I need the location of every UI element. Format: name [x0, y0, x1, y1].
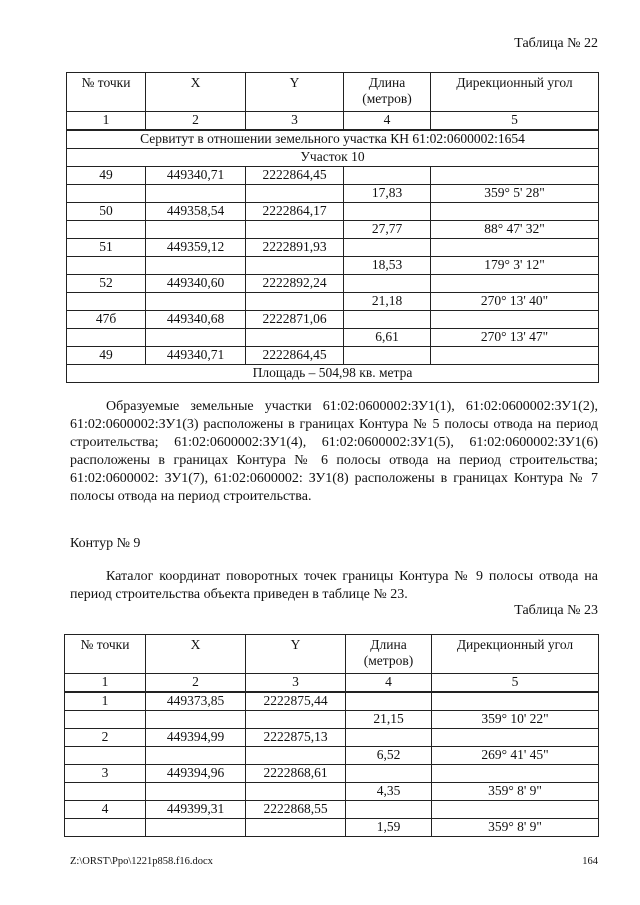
- column-index: 3: [246, 674, 346, 693]
- bearing-value: [431, 167, 599, 185]
- column-index: 2: [146, 112, 246, 131]
- table-row: [65, 783, 599, 801]
- table-row: [65, 747, 599, 765]
- length-value: [344, 167, 431, 185]
- servitude-label: Сервитут в отношении земельного участка КН 61:02:0600002:1654: [67, 130, 599, 149]
- area-value: Площадь – 504,98 кв. метра: [67, 365, 599, 383]
- table-row: [67, 293, 599, 311]
- x-coordinate: 449373,85: [146, 692, 246, 711]
- y-coordinate: [246, 783, 346, 801]
- table-row: [65, 729, 599, 747]
- table-row: [67, 185, 599, 203]
- y-coordinate: 2222864,45: [246, 347, 344, 365]
- paragraph-catalog: [70, 568, 598, 604]
- table-row: [67, 203, 599, 221]
- point-number: [65, 747, 146, 765]
- bearing-value: [431, 311, 599, 329]
- x-coordinate: 449394,99: [146, 729, 246, 747]
- section-label: Участок 10: [67, 149, 599, 167]
- y-coordinate: [246, 747, 346, 765]
- x-coordinate: [146, 747, 246, 765]
- length-value: 6,52: [346, 747, 432, 765]
- y-coordinate: 2222875,13: [246, 729, 346, 747]
- y-coordinate: 2222864,45: [246, 167, 344, 185]
- length-value: [344, 203, 431, 221]
- bearing-value: 359° 8' 9": [432, 819, 599, 837]
- paragraph-land-plots: [70, 398, 598, 506]
- point-number: 51: [67, 239, 146, 257]
- x-coordinate: [146, 329, 246, 347]
- point-number: 3: [65, 765, 146, 783]
- point-number: [67, 221, 146, 239]
- y-coordinate: [246, 293, 344, 311]
- length-value: [346, 765, 432, 783]
- length-value: [344, 275, 431, 293]
- coordinates-table-22: [66, 72, 599, 383]
- column-index: 5: [432, 674, 599, 693]
- column-index: 4: [346, 674, 432, 693]
- column-header: Y: [246, 635, 346, 674]
- table-row: [67, 167, 599, 185]
- coordinates-table-23: [64, 634, 599, 837]
- length-value: 1,59: [346, 819, 432, 837]
- length-value: [344, 239, 431, 257]
- y-coordinate: 2222891,93: [246, 239, 344, 257]
- bearing-value: [431, 239, 599, 257]
- table-row: [67, 311, 599, 329]
- column-header: Дирекционный угол: [432, 635, 599, 674]
- length-value: 4,35: [346, 783, 432, 801]
- y-coordinate: [246, 711, 346, 729]
- paragraph-catalog-text: Каталог координат поворотных точек границы Контура № 9 полосы отвода на период строительства объекта приведен в таблице № 23.: [70, 569, 598, 602]
- column-header: X: [146, 73, 246, 112]
- x-coordinate: 449340,71: [146, 167, 246, 185]
- contour-heading: Контур № 9: [70, 536, 141, 551]
- table-row: [67, 329, 599, 347]
- point-number: 49: [67, 347, 146, 365]
- bearing-value: 359° 5' 28": [431, 185, 599, 203]
- servitude-row: [67, 130, 599, 149]
- y-coordinate: [246, 185, 344, 203]
- bearing-value: [432, 765, 599, 783]
- bearing-value: 88° 47' 32": [431, 221, 599, 239]
- point-number: 4: [65, 801, 146, 819]
- length-value: 21,15: [346, 711, 432, 729]
- point-number: [65, 783, 146, 801]
- bearing-value: [432, 801, 599, 819]
- point-number: [67, 185, 146, 203]
- section-row: [67, 149, 599, 167]
- length-value: 18,53: [344, 257, 431, 275]
- x-coordinate: 449340,60: [146, 275, 246, 293]
- table-row: [67, 221, 599, 239]
- y-coordinate: 2222868,55: [246, 801, 346, 819]
- column-index: 5: [431, 112, 599, 131]
- bearing-value: 359° 8' 9": [432, 783, 599, 801]
- table-row: [67, 347, 599, 365]
- length-value: 6,61: [344, 329, 431, 347]
- x-coordinate: [146, 293, 246, 311]
- length-value: [346, 692, 432, 711]
- x-coordinate: 449359,12: [146, 239, 246, 257]
- table-row: [67, 239, 599, 257]
- y-coordinate: [246, 819, 346, 837]
- bearing-value: [431, 203, 599, 221]
- length-value: [344, 311, 431, 329]
- column-header: Y: [246, 73, 344, 112]
- point-number: 47б: [67, 311, 146, 329]
- column-header: № точки: [65, 635, 146, 674]
- x-coordinate: [146, 185, 246, 203]
- column-index: 3: [246, 112, 344, 131]
- table-row: [65, 711, 599, 729]
- bearing-value: 269° 41' 45": [432, 747, 599, 765]
- length-value: 21,18: [344, 293, 431, 311]
- x-coordinate: [146, 257, 246, 275]
- index-row: [67, 112, 599, 131]
- bearing-value: [432, 729, 599, 747]
- y-coordinate: 2222871,06: [246, 311, 344, 329]
- column-header: Длина (метров): [344, 73, 431, 112]
- y-coordinate: [246, 257, 344, 275]
- header-row: [67, 73, 599, 112]
- point-number: [65, 819, 146, 837]
- x-coordinate: [146, 819, 246, 837]
- x-coordinate: [146, 221, 246, 239]
- table-22-caption: Таблица № 22: [514, 36, 598, 51]
- bearing-value: [431, 275, 599, 293]
- point-number: [67, 329, 146, 347]
- table-row: [65, 692, 599, 711]
- x-coordinate: 449340,71: [146, 347, 246, 365]
- table-row: [67, 275, 599, 293]
- bearing-value: 359° 10' 22": [432, 711, 599, 729]
- column-header: Длина (метров): [346, 635, 432, 674]
- y-coordinate: 2222875,44: [246, 692, 346, 711]
- footer-file-path: Z:\ORST\Ppo\1221p858.f16.docx: [70, 856, 213, 867]
- column-header: X: [146, 635, 246, 674]
- table-row: [65, 819, 599, 837]
- point-number: 1: [65, 692, 146, 711]
- table-row: [65, 765, 599, 783]
- column-header: № точки: [67, 73, 146, 112]
- point-number: [65, 711, 146, 729]
- point-number: [67, 293, 146, 311]
- header-row: [65, 635, 599, 674]
- x-coordinate: 449340,68: [146, 311, 246, 329]
- x-coordinate: 449399,31: [146, 801, 246, 819]
- y-coordinate: [246, 329, 344, 347]
- column-header: Дирекционный угол: [431, 73, 599, 112]
- length-value: [344, 347, 431, 365]
- bearing-value: 270° 13' 40": [431, 293, 599, 311]
- length-value: [346, 801, 432, 819]
- point-number: 50: [67, 203, 146, 221]
- bearing-value: 179° 3' 12": [431, 257, 599, 275]
- bearing-value: [432, 692, 599, 711]
- point-number: 49: [67, 167, 146, 185]
- length-value: 27,77: [344, 221, 431, 239]
- paragraph-land-plots-text: Образуемые земельные участки 61:02:0600002:ЗУ1(1), 61:02:0600002:ЗУ1(2), 61:02:0600002:ЗУ1(3) расположены в границах Контура № 5 полосы отвода на период строительства; 61:02:0600002:ЗУ1(4), 61:02:0600002:ЗУ1(5), 61:02:0600002:ЗУ1(6) расположены в границах Контура № 6 полосы отвода на период строительства; 61:02:0600002: ЗУ1(7), 61:02:0600002: ЗУ1(8) расположены в границах Контура № 7 полосы отвода на период строительства.: [70, 399, 598, 504]
- table-row: [67, 257, 599, 275]
- column-index: 2: [146, 674, 246, 693]
- y-coordinate: 2222892,24: [246, 275, 344, 293]
- footer-page-number: 164: [582, 856, 598, 867]
- table-23-caption: Таблица № 23: [514, 603, 598, 618]
- x-coordinate: [146, 711, 246, 729]
- table-row: [65, 801, 599, 819]
- y-coordinate: 2222864,17: [246, 203, 344, 221]
- y-coordinate: 2222868,61: [246, 765, 346, 783]
- bearing-value: 270° 13' 47": [431, 329, 599, 347]
- y-coordinate: [246, 221, 344, 239]
- bearing-value: [431, 347, 599, 365]
- length-value: [346, 729, 432, 747]
- x-coordinate: 449358,54: [146, 203, 246, 221]
- point-number: 2: [65, 729, 146, 747]
- area-row: [67, 365, 599, 383]
- x-coordinate: 449394,96: [146, 765, 246, 783]
- index-row: [65, 674, 599, 693]
- column-index: 1: [67, 112, 146, 131]
- point-number: 52: [67, 275, 146, 293]
- column-index: 4: [344, 112, 431, 131]
- point-number: [67, 257, 146, 275]
- column-index: 1: [65, 674, 146, 693]
- x-coordinate: [146, 783, 246, 801]
- length-value: 17,83: [344, 185, 431, 203]
